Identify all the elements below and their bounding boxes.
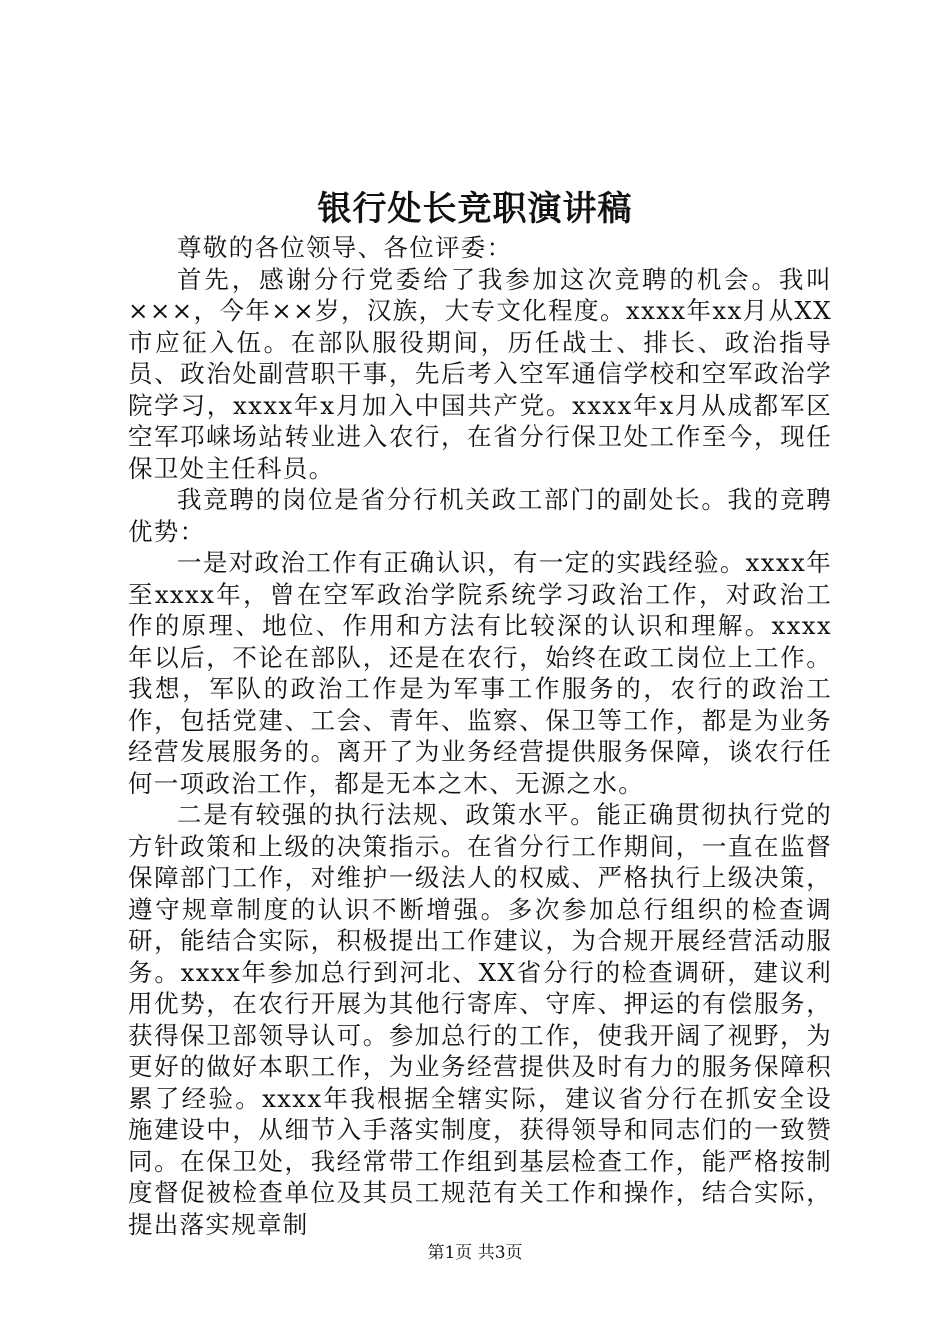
body-paragraph: 首先，感谢分行党委给了我参加这次竞聘的机会。我叫×××，今年××岁，汉族，大专文化程度。xxxx年xx月从XX市应征入伍。在部队服役期间，历任战士、排长、政治指导员、政治处副营职干事，先后考入空军通信学校和空军政治学院学习，xxxx年x月加入中国共产党。xxxx年x月从成都军区空军邛崃场站转业进入农行，在省分行保卫处工作至今，现任保卫处主任科员。 bbox=[128, 264, 832, 483]
document-body bbox=[128, 232, 832, 1240]
body-paragraph: 我竞聘的岗位是省分行机关政工部门的副处长。我的竞聘优势： bbox=[128, 485, 832, 546]
body-paragraph: 一是对政治工作有正确认识，有一定的实践经验。xxxx年至xxxx年，曾在空军政治学院系统学习政治工作，对政治工作的原理、地位、作用和方法有比较深的认识和理解。xxxx年以后，不论在部队，还是在农行，始终在政工岗位上工作。我想，军队的政治工作是为军事工作服务的，农行的政治工作，包括党建、工会、青年、监察、保卫等工作，都是为业务经营发展服务的。离开了为业务经营提供服务保障，谈农行任何一项政治工作，都是无本之木、无源之水。 bbox=[128, 548, 832, 798]
page-footer: 第1页 共3页 bbox=[427, 1243, 523, 1263]
body-paragraph: 二是有较强的执行法规、政策水平。能正确贯彻执行党的方针政策和上级的决策指示。在省分行工作期间，一直在监督保障部门工作，对维护一级法人的权威、严格执行上级决策，遵守规章制度的认识不断增强。多次参加总行组织的检查调研，能结合实际，积极提出工作建议，为合规开展经营活动服务。xxxx年参加总行到河北、XX省分行的检查调研，建议利用优势，在农行开展为其他行寄库、守库、押运的有偿服务，获得保卫部领导认可。参加总行的工作，使我开阔了视野，为更好的做好本职工作，为业务经营提供及时有力的服务保障积累了经验。xxxx年我根据全辖实际，建议省分行在抓安全设施建设中，从细节入手落实制度，获得领导和同志们的一致赞同。在保卫处，我经常带工作组到基层检查工作，能严格按制度督促被检查单位及其员工规范有关工作和操作，结合实际，提出落实规章制 bbox=[128, 800, 832, 1239]
salutation-paragraph: 尊敬的各位领导、各位评委： bbox=[177, 233, 513, 262]
document-title: 银行处长竞职演讲稿 bbox=[317, 189, 633, 229]
